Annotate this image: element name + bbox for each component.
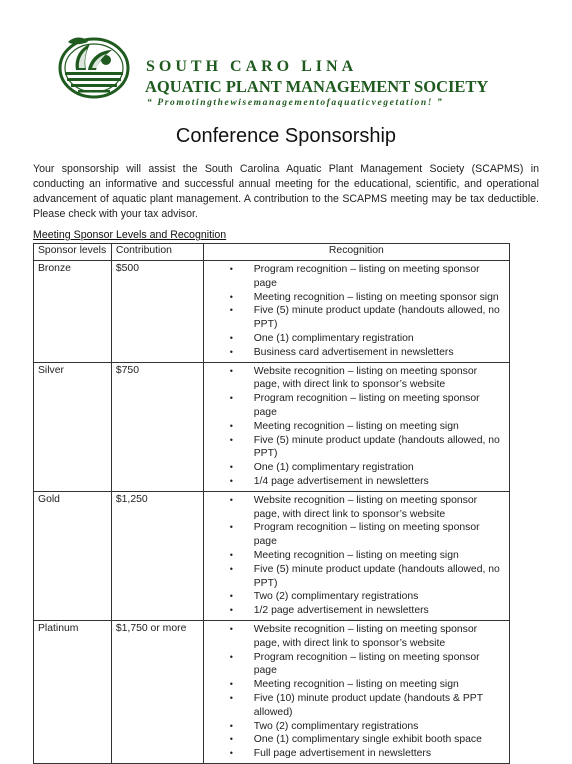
sponsor-level: Platinum [34,620,112,763]
recognition-list [208,365,505,489]
recognition-list [208,494,505,618]
list-item: • Full page advertisement in newsletters [230,747,505,761]
list-item: • 1/4 page advertisement in newsletters [230,475,505,489]
list-item: • Five (10) minute product update (handouts & PPT allowed) [230,692,505,720]
org-name-line2: AQUATIC PLANT MANAGEMENT SOCIETY [145,77,489,96]
list-item: • Five (5) minute product update (handouts allowed, no PPT) [230,563,505,591]
list-item: • Meeting recognition – listing on meeting sign [230,420,505,434]
recognition-list [208,623,505,761]
list-item: • Website recognition – listing on meeting sponsor page, with direct link to sponsor’s website [230,494,505,522]
list-item: • One (1) complimentary registration [230,461,505,475]
org-name-line1: SOUTH CARO LINA [146,58,358,75]
list-item: • One (1) complimentary single exhibit booth space [230,733,505,747]
list-item: • 1/2 page advertisement in newsletters [230,604,505,618]
sponsor-level: Silver [34,362,112,491]
table-row-bronze [34,261,510,363]
list-item: • Two (2) complimentary registrations [230,590,505,604]
list-item: • Program recognition – listing on meeting sponsor page [230,651,505,679]
page-title: Conference Sponsorship [175,125,397,147]
header-sponsor-levels: Sponsor levels [34,244,112,261]
list-item: • Five (5) minute product update (handouts allowed, no PPT) [230,434,505,462]
list-item: • Website recognition – listing on meeting sponsor page, with direct link to sponsor’s website [230,365,505,393]
recognition-list [208,263,505,360]
table-header-row [34,244,510,261]
list-item: • Five (5) minute product update (handouts allowed, no PPT) [230,304,505,332]
recognition-cell [203,362,509,491]
contribution-amount: $1,750 or more [111,620,203,763]
header-recognition: Recognition [203,244,509,261]
list-item: • Program recognition – listing on meeting sponsor page [230,392,505,420]
contribution-amount: $1,250 [111,491,203,620]
header-contribution: Contribution [111,244,203,261]
list-item: • Meeting recognition – listing on meeting sign [230,549,505,563]
org-tagline: “ Promotingthewisemanagementofaquaticvegetation! ” [147,98,444,108]
recognition-cell [203,261,509,363]
table-caption: Meeting Sponsor Levels and Recognition [33,229,227,241]
society-logo [56,30,134,100]
list-item: • Website recognition – listing on meeting sponsor page, with direct link to sponsor’s website [230,623,505,651]
intro-paragraph: Your sponsorship will assist the South Carolina Aquatic Plant Management Society (SCAPMS) in conducting an informative and successful annual meeting for the educational, scientific, and operational advancement of aquatic plant management. A contribution to the SCAPMS meeting may be tax deductible. Please check with your tax advisor. [33,163,539,220]
list-item: • Program recognition – listing on meeting sponsor page [230,521,505,549]
sponsor-levels-table [33,243,510,764]
table-row-silver [34,362,510,491]
list-item: • Business card advertisement in newsletters [230,346,505,360]
recognition-cell [203,491,509,620]
table-row-platinum [34,620,510,763]
contribution-amount: $500 [111,261,203,363]
letterhead [56,30,536,114]
list-item: • Meeting recognition – listing on meeting sponsor sign [230,291,505,305]
table-row-gold [34,491,510,620]
contribution-amount: $750 [111,362,203,491]
recognition-cell [203,620,509,763]
list-item: • Two (2) complimentary registrations [230,720,505,734]
list-item: • One (1) complimentary registration [230,332,505,346]
list-item: • Meeting recognition – listing on meeting sign [230,678,505,692]
list-item: • Program recognition – listing on meeting sponsor page [230,263,505,291]
sponsor-level: Bronze [34,261,112,363]
sponsor-level: Gold [34,491,112,620]
